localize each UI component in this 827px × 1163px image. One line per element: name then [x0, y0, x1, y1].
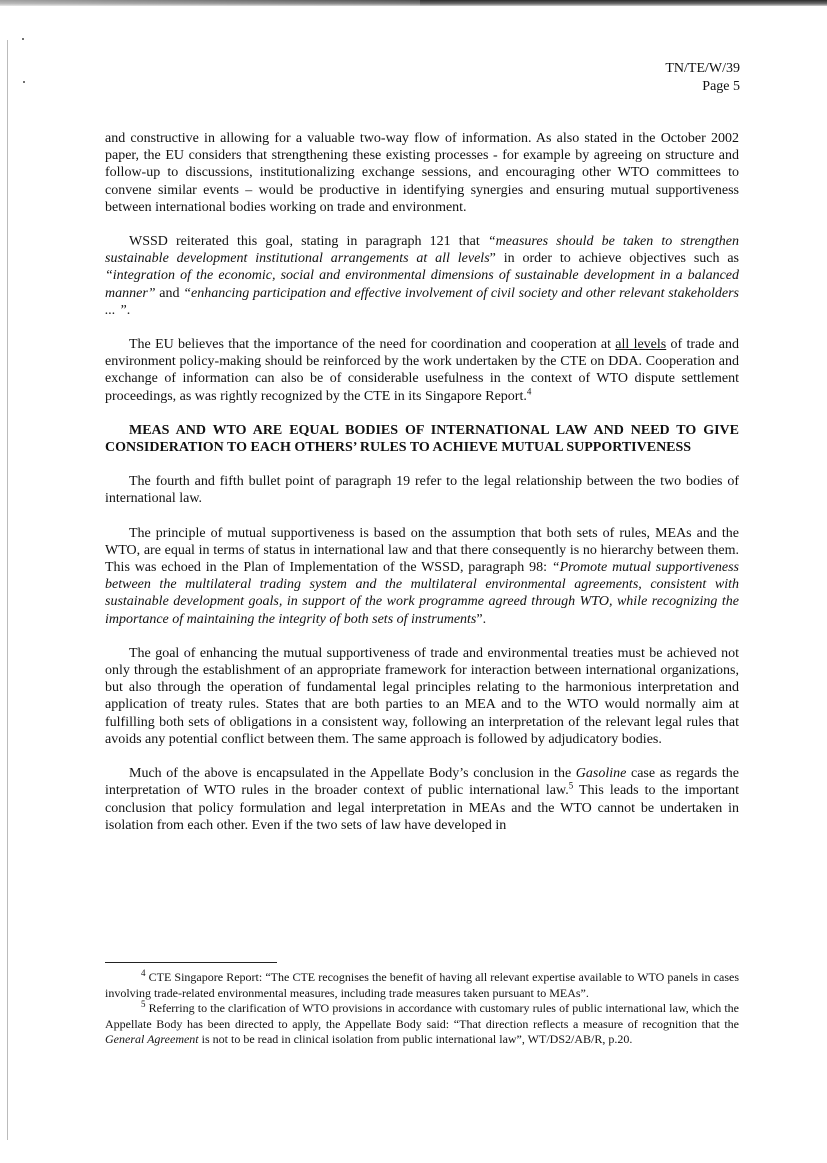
section-heading: [105, 422, 739, 456]
text-run: is not to be read in clinical isolation from public international law”, WT/DS2/AB/R, p.20.: [198, 1032, 633, 1047]
scan-speck: [22, 38, 24, 40]
scan-speck: [23, 81, 25, 83]
page-number: Page 5: [702, 79, 740, 94]
text-run: of trade and environment policy-making should be reinforced by the work undertaken by the CTE on DDA. Cooperation and exchange of information can also be of considerable usefulness in the context of WTO dispute settlement proceedings, as was rightly recognized by the CTE in its Singapore Report.: [105, 337, 739, 404]
footnote-separator: [105, 962, 277, 963]
footnote-marker: 5: [141, 999, 146, 1010]
italic-text: Gasoline: [575, 766, 627, 782]
text-run: The EU believes that the importance of the need for coordination and cooperation at: [129, 337, 616, 353]
paragraph: [105, 130, 739, 216]
footnote-4: [105, 970, 739, 1001]
footnote-5: [105, 1001, 739, 1048]
document-symbol: TN/TE/W/39: [665, 61, 740, 76]
footnote-marker: 4: [526, 385, 532, 396]
text-run: The goal of enhancing the mutual supportiveness of trade and environmental treaties must be achieved not only through the establishment of an appropriate framework for interaction between international organizations, but also through the operation of fundamental legal principles relating to the harmonious interpretation and application of treaty rules. States that are both parties to an MEA and to the WTO would normally aim at fulfilling both sets of obligations in a consistent way, following an interpretation of the relevant legal rules that avoids any potential conflict between them. The same approach is followed by adjudicatory bodies.: [105, 645, 739, 747]
text-run: The principle of mutual supportiveness is based on the assumption that both sets of rules, MEAs and the WTO, are equal in terms of status in international law and that there consequently is no hierarchy between them. This was echoed in the Plan of Implementation of the WSSD, paragraph 98:: [105, 525, 739, 576]
text-run: Referring to the clarification of WTO provisions in accordance with customary rules of public international law, which the Appellate Body has been directed to apply, the Appellate Body said: “That direction reflects a measure of recognition that the: [105, 1001, 739, 1031]
italic-text: “enhancing participation and effective involvement of civil society and other relevant stakeholders ... ”: [105, 285, 740, 318]
italic-text: “integration of the economic, social and environmental dimensions of sustainable development in a balanced manner”: [105, 268, 739, 301]
paragraph: [105, 336, 739, 405]
italic-text: “Promote mutual supportiveness between the multilateral trading system and the multilateral environmental agreements, consistent with sustainable development goals, in support of the work programme agreed through WTO, while recognizing the importance of maintaining the integrity of both sets of instruments: [105, 560, 739, 627]
italic-text: “measures should be taken to strengthen sustainable development institutional arrangements at all levels: [105, 234, 739, 267]
text-run: Much of the above is encapsulated in the Appellate Body’s conclusion in the: [129, 766, 576, 782]
text-run: This leads to the important conclusion that policy formulation and legal interpretation in MEAs and the WTO cannot be undertaken in isolation from each other. Even if the two sets of law have developed in: [105, 783, 739, 833]
body-text: [105, 130, 739, 834]
text-run: case as regards the interpretation of WTO rules in the broader context of public international law.: [105, 766, 739, 799]
text-run: .: [126, 302, 131, 318]
text-run: CTE Singapore Report: “The CTE recognises the benefit of having all relevant expertise available to WTO panels in cases involving trade-related environmental measures, including trade measures taken pursuant to MEAs”.: [105, 970, 739, 1000]
footnotes: [105, 970, 739, 1048]
footnote-marker: 5: [568, 780, 574, 791]
page-header: [665, 60, 740, 96]
footnote-marker: 4: [141, 968, 146, 978]
paragraph: [105, 473, 739, 507]
paragraph: [105, 645, 739, 748]
italic-text: General Agreement: [105, 1032, 199, 1047]
scan-top-edge: [0, 0, 827, 6]
text-run: ”.: [476, 611, 487, 627]
paragraph: [105, 525, 739, 628]
text-run: The fourth and fifth bullet point of paragraph 19 refer to the legal relationship between the two bodies of international law.: [105, 474, 739, 507]
scan-left-edge: [7, 40, 8, 1140]
text-run: ” in order to achieve objectives such as: [489, 251, 740, 267]
text-run: WSSD reiterated this goal, stating in paragraph 121 that: [129, 234, 488, 250]
text-run: MEAS AND WTO ARE EQUAL BODIES OF INTERNATIONAL LAW AND NEED TO GIVE CONSIDERATION TO EACH OTHERS’ RULES TO ACHIEVE MUTUAL SUPPORTIVENESS: [105, 422, 739, 456]
paragraph: [105, 765, 739, 834]
underlined-text: all levels: [615, 337, 667, 353]
text-run: and constructive in allowing for a valuable two-way flow of information. As also stated in the October 2002 paper, the EU considers that strengthening these existing processes - for example by agreeing on structure and follow-up to discussions, institutionalizing exchange sessions, and encouraging other WTO committees to convene similar events – would be productive in identifying synergies and ensuring mutual supportiveness between international bodies working on trade and environment.: [105, 131, 739, 215]
text-run: and: [155, 285, 184, 301]
paragraph: [105, 233, 739, 319]
